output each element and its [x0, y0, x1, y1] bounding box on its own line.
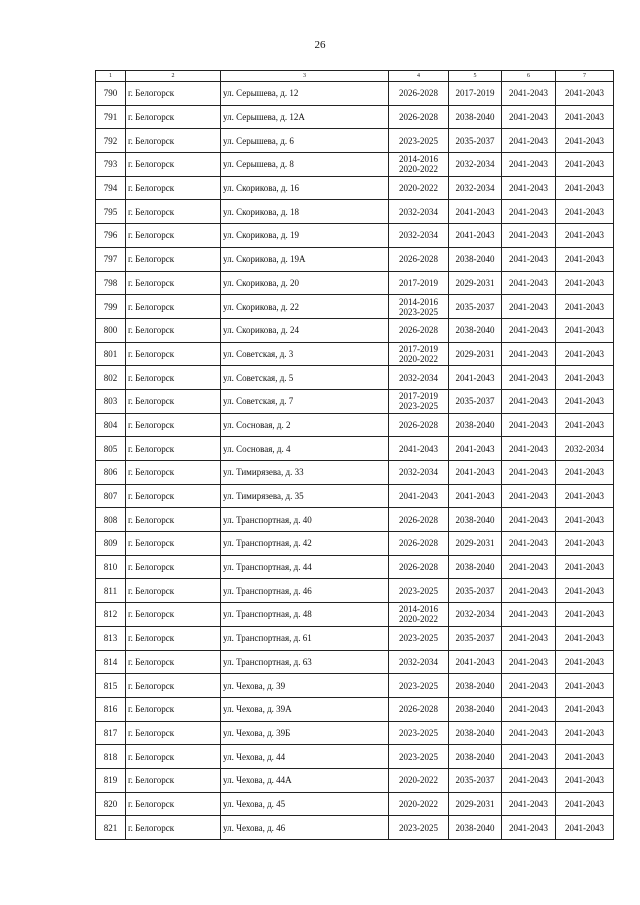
table-row — [96, 389, 614, 413]
period-2: 2029-2031 — [449, 271, 502, 295]
period-4: 2041-2043 — [556, 555, 614, 579]
period-4: 2041-2043 — [556, 176, 614, 200]
housing-register-table — [95, 70, 614, 840]
row-number: 791 — [96, 105, 126, 129]
table-row — [96, 555, 614, 579]
row-number: 796 — [96, 224, 126, 248]
settlement: г. Белогорск — [126, 105, 221, 129]
period-3: 2041-2043 — [502, 129, 556, 153]
period-1: 2017-2019 2023-2025 — [389, 389, 449, 413]
period-2: 2038-2040 — [449, 745, 502, 769]
address: ул. Транспортная, д. 48 — [221, 603, 389, 627]
settlement: г. Белогорск — [126, 579, 221, 603]
period-3: 2041-2043 — [502, 674, 556, 698]
period-2: 2032-2034 — [449, 603, 502, 627]
period-2: 2038-2040 — [449, 816, 502, 840]
address: ул. Скорикова, д. 18 — [221, 200, 389, 224]
period-1: 2017-2019 — [389, 271, 449, 295]
period-1: 2014-2016 2020-2022 — [389, 603, 449, 627]
table-row — [96, 650, 614, 674]
period-4: 2041-2043 — [556, 674, 614, 698]
row-number: 794 — [96, 176, 126, 200]
address: ул. Тимирязева, д. 33 — [221, 461, 389, 485]
column-number: 1 — [96, 71, 126, 82]
period-1: 2023-2025 — [389, 721, 449, 745]
period-4: 2041-2043 — [556, 129, 614, 153]
row-number: 806 — [96, 461, 126, 485]
table-row — [96, 603, 614, 627]
column-number-row — [96, 71, 614, 82]
period-2: 2041-2043 — [449, 461, 502, 485]
period-2: 2038-2040 — [449, 697, 502, 721]
period-3: 2041-2043 — [502, 697, 556, 721]
address: ул. Серышева, д. 6 — [221, 129, 389, 153]
period-3: 2041-2043 — [502, 247, 556, 271]
period-2: 2038-2040 — [449, 555, 502, 579]
period-1: 2020-2022 — [389, 792, 449, 816]
table-row — [96, 626, 614, 650]
table-row — [96, 224, 614, 248]
period-3: 2041-2043 — [502, 603, 556, 627]
period-2: 2032-2034 — [449, 153, 502, 177]
address: ул. Советская, д. 7 — [221, 389, 389, 413]
period-3: 2041-2043 — [502, 816, 556, 840]
settlement: г. Белогорск — [126, 461, 221, 485]
column-number: 2 — [126, 71, 221, 82]
address: ул. Транспортная, д. 44 — [221, 555, 389, 579]
period-3: 2041-2043 — [502, 626, 556, 650]
address: ул. Чехова, д. 39 — [221, 674, 389, 698]
address: ул. Скорикова, д. 16 — [221, 176, 389, 200]
row-number: 809 — [96, 532, 126, 556]
period-2: 2038-2040 — [449, 105, 502, 129]
period-3: 2041-2043 — [502, 82, 556, 106]
period-2: 2038-2040 — [449, 413, 502, 437]
period-4: 2041-2043 — [556, 318, 614, 342]
period-3: 2041-2043 — [502, 176, 556, 200]
period-3: 2041-2043 — [502, 153, 556, 177]
period-4: 2041-2043 — [556, 626, 614, 650]
period-2: 2035-2037 — [449, 295, 502, 319]
period-1: 2026-2028 — [389, 247, 449, 271]
row-number: 821 — [96, 816, 126, 840]
period-2: 2032-2034 — [449, 176, 502, 200]
settlement: г. Белогорск — [126, 674, 221, 698]
settlement: г. Белогорск — [126, 626, 221, 650]
address: ул. Скорикова, д. 24 — [221, 318, 389, 342]
settlement: г. Белогорск — [126, 129, 221, 153]
settlement: г. Белогорск — [126, 176, 221, 200]
period-4: 2041-2043 — [556, 532, 614, 556]
period-2: 2041-2043 — [449, 437, 502, 461]
column-number: 4 — [389, 71, 449, 82]
period-3: 2041-2043 — [502, 532, 556, 556]
table-row — [96, 366, 614, 390]
period-4: 2041-2043 — [556, 484, 614, 508]
period-2: 2041-2043 — [449, 366, 502, 390]
period-2: 2035-2037 — [449, 389, 502, 413]
period-1: 2017-2019 2020-2022 — [389, 342, 449, 366]
period-3: 2041-2043 — [502, 318, 556, 342]
column-number: 5 — [449, 71, 502, 82]
settlement: г. Белогорск — [126, 82, 221, 106]
period-2: 2035-2037 — [449, 579, 502, 603]
period-1: 2041-2043 — [389, 484, 449, 508]
period-4: 2032-2034 — [556, 437, 614, 461]
row-number: 795 — [96, 200, 126, 224]
table-row — [96, 697, 614, 721]
period-1: 2026-2028 — [389, 318, 449, 342]
address: ул. Тимирязева, д. 35 — [221, 484, 389, 508]
table-row — [96, 318, 614, 342]
row-number: 810 — [96, 555, 126, 579]
table-row — [96, 768, 614, 792]
settlement: г. Белогорск — [126, 366, 221, 390]
row-number: 812 — [96, 603, 126, 627]
table-row — [96, 816, 614, 840]
table-row — [96, 437, 614, 461]
table-row — [96, 82, 614, 106]
period-4: 2041-2043 — [556, 105, 614, 129]
period-1: 2014-2016 2020-2022 — [389, 153, 449, 177]
column-number: 3 — [221, 71, 389, 82]
settlement: г. Белогорск — [126, 389, 221, 413]
table-row — [96, 129, 614, 153]
address: ул. Скорикова, д. 19 — [221, 224, 389, 248]
table-row — [96, 484, 614, 508]
period-4: 2041-2043 — [556, 200, 614, 224]
period-1: 2032-2034 — [389, 224, 449, 248]
table-row — [96, 176, 614, 200]
address: ул. Транспортная, д. 46 — [221, 579, 389, 603]
period-3: 2041-2043 — [502, 508, 556, 532]
row-number: 798 — [96, 271, 126, 295]
settlement: г. Белогорск — [126, 484, 221, 508]
period-2: 2038-2040 — [449, 508, 502, 532]
page-number: 26 — [314, 39, 326, 51]
period-1: 2023-2025 — [389, 816, 449, 840]
address: ул. Чехова, д. 44А — [221, 768, 389, 792]
row-number: 792 — [96, 129, 126, 153]
period-1: 2032-2034 — [389, 461, 449, 485]
address: ул. Скорикова, д. 19А — [221, 247, 389, 271]
period-4: 2041-2043 — [556, 650, 614, 674]
period-3: 2041-2043 — [502, 792, 556, 816]
table-row — [96, 792, 614, 816]
period-1: 2026-2028 — [389, 697, 449, 721]
period-3: 2041-2043 — [502, 579, 556, 603]
row-number: 811 — [96, 579, 126, 603]
table-row — [96, 508, 614, 532]
period-1: 2032-2034 — [389, 366, 449, 390]
row-number: 802 — [96, 366, 126, 390]
period-1: 2023-2025 — [389, 745, 449, 769]
settlement: г. Белогорск — [126, 555, 221, 579]
address: ул. Советская, д. 3 — [221, 342, 389, 366]
period-3: 2041-2043 — [502, 200, 556, 224]
period-2: 2038-2040 — [449, 721, 502, 745]
period-1: 2023-2025 — [389, 129, 449, 153]
settlement: г. Белогорск — [126, 224, 221, 248]
address: ул. Чехова, д. 46 — [221, 816, 389, 840]
period-3: 2041-2043 — [502, 437, 556, 461]
row-number: 799 — [96, 295, 126, 319]
column-number: 7 — [556, 71, 614, 82]
period-1: 2026-2028 — [389, 82, 449, 106]
settlement: г. Белогорск — [126, 768, 221, 792]
table-row — [96, 413, 614, 437]
period-2: 2017-2019 — [449, 82, 502, 106]
period-4: 2041-2043 — [556, 295, 614, 319]
period-4: 2041-2043 — [556, 745, 614, 769]
period-1: 2023-2025 — [389, 579, 449, 603]
address: ул. Чехова, д. 45 — [221, 792, 389, 816]
period-4: 2041-2043 — [556, 82, 614, 106]
address: ул. Серышева, д. 12 — [221, 82, 389, 106]
period-2: 2038-2040 — [449, 674, 502, 698]
period-4: 2041-2043 — [556, 508, 614, 532]
period-2: 2041-2043 — [449, 200, 502, 224]
table-row — [96, 200, 614, 224]
period-4: 2041-2043 — [556, 721, 614, 745]
period-3: 2041-2043 — [502, 389, 556, 413]
period-4: 2041-2043 — [556, 366, 614, 390]
period-3: 2041-2043 — [502, 650, 556, 674]
period-2: 2035-2037 — [449, 626, 502, 650]
row-number: 815 — [96, 674, 126, 698]
settlement: г. Белогорск — [126, 271, 221, 295]
period-3: 2041-2043 — [502, 105, 556, 129]
table-row — [96, 461, 614, 485]
address: ул. Скорикова, д. 22 — [221, 295, 389, 319]
period-1: 2023-2025 — [389, 674, 449, 698]
period-4: 2041-2043 — [556, 342, 614, 366]
period-4: 2041-2043 — [556, 271, 614, 295]
row-number: 804 — [96, 413, 126, 437]
period-3: 2041-2043 — [502, 555, 556, 579]
period-2: 2041-2043 — [449, 650, 502, 674]
row-number: 813 — [96, 626, 126, 650]
settlement: г. Белогорск — [126, 721, 221, 745]
row-number: 819 — [96, 768, 126, 792]
period-2: 2041-2043 — [449, 224, 502, 248]
address: ул. Чехова, д. 39А — [221, 697, 389, 721]
table-row — [96, 674, 614, 698]
address: ул. Чехова, д. 39Б — [221, 721, 389, 745]
table-row — [96, 105, 614, 129]
address: ул. Серышева, д. 12А — [221, 105, 389, 129]
row-number: 820 — [96, 792, 126, 816]
period-1: 2023-2025 — [389, 626, 449, 650]
settlement: г. Белогорск — [126, 247, 221, 271]
row-number: 800 — [96, 318, 126, 342]
column-number: 6 — [502, 71, 556, 82]
address: ул. Транспортная, д. 63 — [221, 650, 389, 674]
address: ул. Советская, д. 5 — [221, 366, 389, 390]
settlement: г. Белогорск — [126, 603, 221, 627]
period-2: 2041-2043 — [449, 484, 502, 508]
row-number: 801 — [96, 342, 126, 366]
settlement: г. Белогорск — [126, 295, 221, 319]
table-row — [96, 579, 614, 603]
period-3: 2041-2043 — [502, 768, 556, 792]
settlement: г. Белогорск — [126, 697, 221, 721]
settlement: г. Белогорск — [126, 650, 221, 674]
period-3: 2041-2043 — [502, 224, 556, 248]
period-1: 2026-2028 — [389, 532, 449, 556]
row-number: 808 — [96, 508, 126, 532]
table-row — [96, 342, 614, 366]
row-number: 790 — [96, 82, 126, 106]
period-4: 2041-2043 — [556, 224, 614, 248]
row-number: 818 — [96, 745, 126, 769]
settlement: г. Белогорск — [126, 792, 221, 816]
period-2: 2035-2037 — [449, 129, 502, 153]
period-4: 2041-2043 — [556, 461, 614, 485]
period-1: 2020-2022 — [389, 176, 449, 200]
period-4: 2041-2043 — [556, 603, 614, 627]
period-4: 2041-2043 — [556, 792, 614, 816]
settlement: г. Белогорск — [126, 200, 221, 224]
row-number: 814 — [96, 650, 126, 674]
row-number: 807 — [96, 484, 126, 508]
table-row — [96, 271, 614, 295]
table-row — [96, 247, 614, 271]
settlement: г. Белогорск — [126, 437, 221, 461]
period-1: 2020-2022 — [389, 768, 449, 792]
settlement: г. Белогорск — [126, 342, 221, 366]
period-2: 2035-2037 — [449, 768, 502, 792]
settlement: г. Белогорск — [126, 318, 221, 342]
period-4: 2041-2043 — [556, 579, 614, 603]
address: ул. Сосновая, д. 4 — [221, 437, 389, 461]
address: ул. Транспортная, д. 42 — [221, 532, 389, 556]
row-number: 803 — [96, 389, 126, 413]
period-3: 2041-2043 — [502, 721, 556, 745]
period-1: 2032-2034 — [389, 200, 449, 224]
period-1: 2026-2028 — [389, 508, 449, 532]
settlement: г. Белогорск — [126, 745, 221, 769]
period-1: 2032-2034 — [389, 650, 449, 674]
period-3: 2041-2043 — [502, 413, 556, 437]
period-2: 2029-2031 — [449, 532, 502, 556]
period-3: 2041-2043 — [502, 342, 556, 366]
table-row — [96, 153, 614, 177]
period-4: 2041-2043 — [556, 816, 614, 840]
settlement: г. Белогорск — [126, 508, 221, 532]
row-number: 793 — [96, 153, 126, 177]
period-4: 2041-2043 — [556, 153, 614, 177]
period-1: 2026-2028 — [389, 413, 449, 437]
row-number: 805 — [96, 437, 126, 461]
address: ул. Сосновая, д. 2 — [221, 413, 389, 437]
row-number: 816 — [96, 697, 126, 721]
period-4: 2041-2043 — [556, 413, 614, 437]
table-row — [96, 721, 614, 745]
period-3: 2041-2043 — [502, 461, 556, 485]
table-row — [96, 745, 614, 769]
period-1: 2026-2028 — [389, 105, 449, 129]
period-2: 2029-2031 — [449, 792, 502, 816]
period-2: 2029-2031 — [449, 342, 502, 366]
settlement: г. Белогорск — [126, 413, 221, 437]
address: ул. Транспортная, д. 40 — [221, 508, 389, 532]
period-3: 2041-2043 — [502, 366, 556, 390]
table-row — [96, 295, 614, 319]
period-3: 2041-2043 — [502, 271, 556, 295]
settlement: г. Белогорск — [126, 816, 221, 840]
period-1: 2026-2028 — [389, 555, 449, 579]
row-number: 817 — [96, 721, 126, 745]
settlement: г. Белогорск — [126, 153, 221, 177]
period-2: 2038-2040 — [449, 318, 502, 342]
period-1: 2041-2043 — [389, 437, 449, 461]
settlement: г. Белогорск — [126, 532, 221, 556]
period-2: 2038-2040 — [449, 247, 502, 271]
period-3: 2041-2043 — [502, 484, 556, 508]
period-3: 2041-2043 — [502, 745, 556, 769]
period-1: 2014-2016 2023-2025 — [389, 295, 449, 319]
period-4: 2041-2043 — [556, 697, 614, 721]
address: ул. Транспортная, д. 61 — [221, 626, 389, 650]
period-3: 2041-2043 — [502, 295, 556, 319]
period-4: 2041-2043 — [556, 247, 614, 271]
period-4: 2041-2043 — [556, 389, 614, 413]
address: ул. Чехова, д. 44 — [221, 745, 389, 769]
row-number: 797 — [96, 247, 126, 271]
table-row — [96, 532, 614, 556]
address: ул. Серышева, д. 8 — [221, 153, 389, 177]
address: ул. Скорикова, д. 20 — [221, 271, 389, 295]
period-4: 2041-2043 — [556, 768, 614, 792]
